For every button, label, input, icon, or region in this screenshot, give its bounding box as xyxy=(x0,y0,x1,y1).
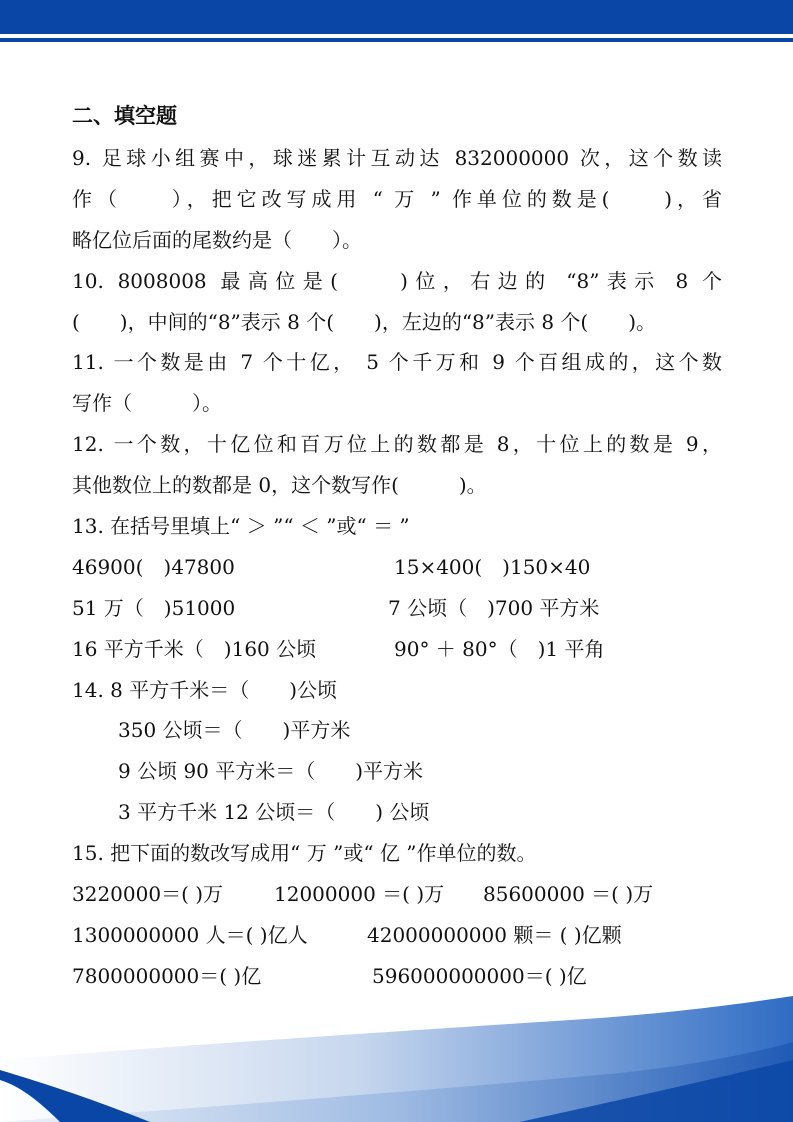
section-title: 二、填空题 xyxy=(72,104,177,128)
q15-item: 12000000 ＝( )万 xyxy=(274,882,445,907)
q15-item: 42000000000 颗＝ ( )亿颗 xyxy=(367,922,622,947)
header-rule xyxy=(0,38,793,42)
footer-wave-decoration xyxy=(0,990,793,1122)
q14-line-3: 9 公顷 90 平方米＝（ )平方米 xyxy=(118,759,424,784)
q12-line-1: 12. 一个数，十亿位和百万位上的数都是 8，十位上的数是 9， xyxy=(72,432,722,457)
q13-row-3 xyxy=(72,629,722,670)
worksheet-body xyxy=(72,96,722,997)
q15-item: 7800000000＝( )亿 xyxy=(72,963,262,988)
q14-line-4: 3 平方千米 12 公顷＝（ ) 公顷 xyxy=(118,800,430,825)
q13-row-1 xyxy=(72,547,722,588)
q13-item: 15×400( )150×40 xyxy=(394,554,591,579)
q15-item: 1300000000 人＝( )亿人 xyxy=(72,922,308,947)
q12-line-2: 其他数位上的数都是 0，这个数写作( )。 xyxy=(72,473,487,498)
q15-row-1 xyxy=(72,874,722,915)
q10-line-2: ( )，中间的“8”表示 8 个( )，左边的“8”表示 8 个( )。 xyxy=(72,309,657,334)
q15-item: 3220000＝( )万 xyxy=(72,882,224,907)
q9-line-1: 9. 足球小组赛中，球迷累计互动达 832000000 次，这个数读 xyxy=(72,146,722,170)
q14-line-1: 14. 8 平方千米＝（ )公顷 xyxy=(72,677,338,702)
q9-line-2: 作（ ），把它改写成用 “ 万 ” 作单位的数是( )，省 xyxy=(72,186,722,211)
q11-line-2: 写作（ ）。 xyxy=(72,391,222,416)
q15-item: 596000000000＝( )亿 xyxy=(372,963,587,988)
q9-line-3: 略亿位后面的尾数约是（ ）。 xyxy=(72,227,362,252)
q13-item: 46900( )47800 xyxy=(72,554,235,579)
q11-line-1: 11. 一个数是由 7 个十亿， 5 个千万和 9 个百组成的，这个数 xyxy=(72,350,722,375)
q10-line-1: 10. 8008008 最高位是( )位，右边的 “8”表示 8 个 xyxy=(72,268,722,293)
q13-item: 7 公顷（ )700 平方米 xyxy=(388,595,600,620)
q14-line-2: 350 公顷＝（ )平方米 xyxy=(118,718,351,743)
header-band xyxy=(0,0,793,34)
q13-item: 51 万（ )51000 xyxy=(72,595,236,620)
q13-row-2 xyxy=(72,588,722,629)
q13-item: 16 平方千米（ )160 公顷 xyxy=(72,636,317,661)
q13-prompt: 13. 在括号里填上“ ＞ ”“ ＜ ”或“ ＝ ” xyxy=(72,514,410,539)
q15-row-2 xyxy=(72,915,722,956)
q15-item: 85600000 ＝( )万 xyxy=(483,882,654,907)
q15-prompt: 15. 把下面的数改写成用“ 万 ”或“ 亿 ”作单位的数。 xyxy=(72,841,537,866)
q13-item: 90° ＋ 80°（ )1 平角 xyxy=(394,636,605,661)
